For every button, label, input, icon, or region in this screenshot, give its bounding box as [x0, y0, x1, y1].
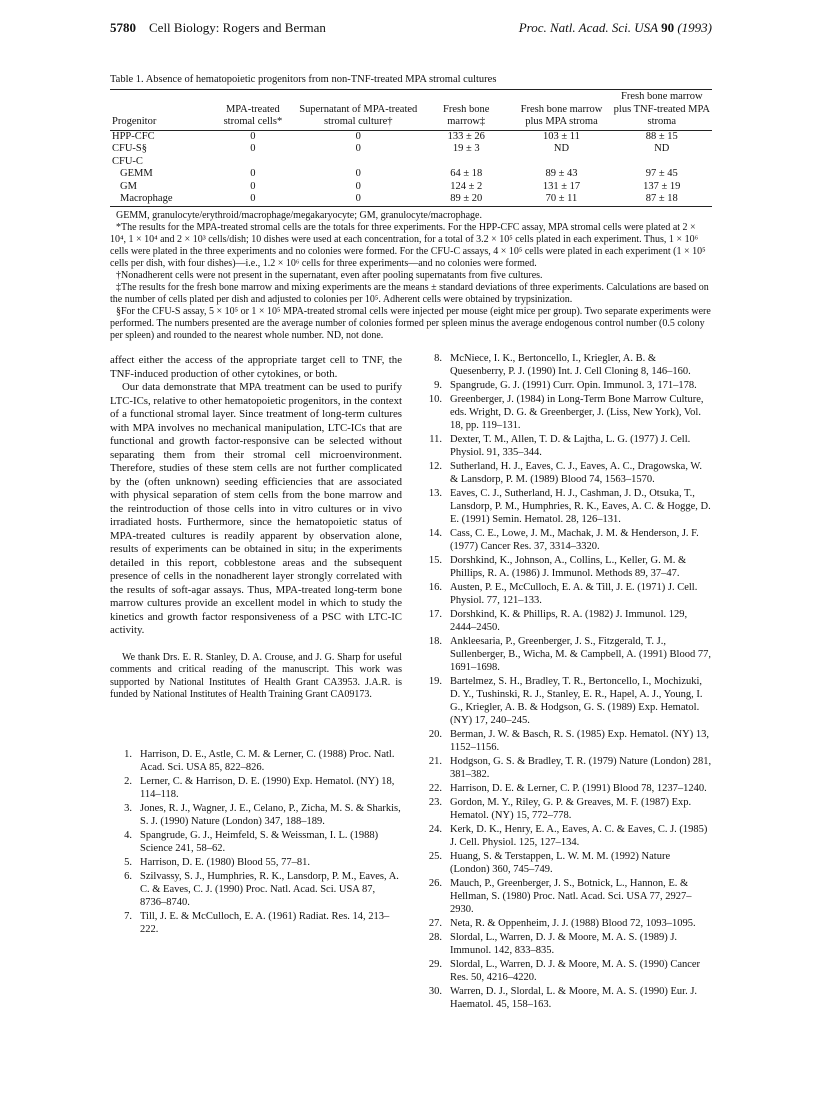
- reference-item: [110, 870, 402, 909]
- table-cell: 87 ± 18: [645, 193, 678, 205]
- table-cell: 64 ± 18: [450, 168, 483, 180]
- table-cell: 89 ± 43: [545, 168, 578, 180]
- table-cell: 97 ± 45: [645, 168, 678, 180]
- reference-item: [110, 829, 402, 855]
- reference-number: 30.: [428, 986, 442, 997]
- table-cell: 88 ± 15: [645, 130, 678, 142]
- reference-item: [420, 958, 712, 984]
- reference-number: 4.: [124, 830, 132, 841]
- table-cell: 137 ± 19: [643, 180, 681, 192]
- reference-item: [420, 352, 712, 378]
- table-cell: 133 ± 26: [447, 130, 485, 142]
- reference-text: Warren, D. J., Slordal, L. & Moore, M. A. S. (1990) Eur. J. Haematol. 45, 158–163.: [450, 986, 698, 1010]
- journal-volume: 90: [661, 20, 675, 35]
- journal-name: Proc. Natl. Acad. Sci. USA: [518, 20, 658, 35]
- column-header: Supernatant of MPA-treated stromal culture†: [299, 103, 418, 128]
- footnote: *The results for the MPA-treated stromal cells are the totals for three experiments. For the HPP-CFC assay, MPA stromal cells were plated at 2 × 10⁴, 1 × 10⁴ and 2 × 10³ cells/dish; 10 dishes were used at each concentration, for a total of 3.2 × 10⁵ cells plated in each experiment. Thus, 1 × 10⁶ cells were plated in the three experiments and no colonies were formed. For the CFU-C assays, 4 × 10⁵ cells were plated in each experiment (1 × 10⁵ cells per dish, with four dishes)—i.e., 1.2 × 10⁶ cells for three experiments—and no colonies were formed.: [110, 221, 706, 269]
- table-row: [110, 143, 712, 156]
- reference-number: 22.: [428, 783, 442, 794]
- reference-text: Jones, R. J., Wagner, J. E., Celano, P., Zicha, M. S. & Sharkis, S. J. (1990) Nature (London) 347, 188–189.: [140, 803, 401, 827]
- references-right: [420, 352, 712, 1012]
- reference-number: 19.: [428, 676, 442, 687]
- table-cell: 0: [355, 168, 361, 180]
- table-cell: 103 ± 11: [543, 130, 580, 142]
- reference-number: 21.: [428, 756, 442, 767]
- table-cell: 0: [355, 193, 361, 205]
- reference-number: 9.: [434, 380, 442, 391]
- reference-text: Till, J. E. & McCulloch, E. A. (1961) Radiat. Res. 14, 213–222.: [140, 911, 390, 935]
- table-row: [110, 156, 712, 169]
- reference-number: 6.: [124, 871, 132, 882]
- column-header: Fresh bone marrow plus TNF-treated MPA stroma: [613, 91, 710, 128]
- reference-item: [420, 796, 712, 822]
- reference-item: [420, 460, 712, 486]
- footnote: §For the CFU-S assay, 5 × 10⁵ or 1 × 10⁵ MPA-treated stromal cells were injected per mouse (eight mice per group). Two separate experiments were performed. The numbers presented are the average number of colonies formed per spleen minus the average endogenous control number (0.5 colony per spleen) and rounded to the nearest whole number. ND, not done.: [110, 305, 711, 341]
- reference-text: Kerk, D. K., Henry, E. A., Eaves, A. C. & Eaves, C. J. (1985) J. Cell. Physiol. 125, 127–134.: [450, 824, 708, 848]
- table-cell: 0: [250, 130, 256, 142]
- reference-text: Harrison, D. E., Astle, C. M. & Lerner, C. (1988) Proc. Natl. Acad. Sci. USA 85, 822–826.: [140, 749, 395, 773]
- reference-text: Huang, S. & Terstappen, L. W. M. M. (1992) Nature (London) 360, 745–749.: [450, 851, 671, 875]
- reference-number: 27.: [428, 918, 442, 929]
- section-title: Cell Biology: Rogers and Berman: [149, 20, 326, 35]
- reference-number: 3.: [124, 803, 132, 814]
- reference-text: Ankleesaria, P., Greenberger, J. S., Fitzgerald, T. J., Sullenberger, B., Wicha, M. & Campbell, A. (1991) Blood 77, 1691–1698.: [450, 636, 711, 673]
- reference-text: Berman, J. W. & Basch, R. S. (1985) Exp. Hematol. (NY) 13, 1152–1156.: [450, 729, 709, 753]
- reference-number: 11.: [429, 434, 442, 445]
- table-cell: 0: [250, 168, 256, 180]
- reference-list: [110, 748, 402, 936]
- reference-number: 2.: [124, 776, 132, 787]
- references-left: [110, 748, 402, 937]
- table-cell: 124 ± 2: [450, 180, 483, 192]
- page-header: [110, 20, 712, 40]
- reference-number: 24.: [428, 824, 442, 835]
- reference-number: 20.: [428, 729, 442, 740]
- reference-text: Mauch, P., Greenberger, J. S., Botnick, L., Hannon, E. & Hellman, S. (1980) Proc. Natl. Acad. Sci. USA 77, 2927–2930.: [450, 878, 692, 915]
- reference-item: [420, 917, 712, 930]
- table-cell: 0: [250, 143, 256, 155]
- table-row: [110, 181, 712, 194]
- reference-item: [420, 985, 712, 1011]
- row-label: GEMM: [120, 168, 153, 180]
- table-cell: 0: [250, 180, 256, 192]
- reference-number: 28.: [428, 932, 442, 943]
- footnote: GEMM, granulocyte/erythroid/macrophage/megakaryocyte; GM, granulocyte/macrophage.: [116, 209, 482, 221]
- table-cell: [511, 156, 611, 169]
- reference-number: 25.: [428, 851, 442, 862]
- table-caption: Table 1. Absence of hematopoietic progenitors from non-TNF-treated MPA stromal cultures: [110, 74, 497, 85]
- reference-item: [420, 728, 712, 754]
- reference-number: 13.: [428, 488, 442, 499]
- table-cell: 131 ± 17: [542, 180, 581, 192]
- reference-item: [420, 581, 712, 607]
- reference-text: Szilvassy, S. J., Humphries, R. K., Lansdorp, P. M., Eaves, A. C. & Eaves, C. J. (1990) Proc. Natl. Acad. Sci. USA 87, 8736–8740.: [140, 871, 399, 908]
- page-number: 5780: [110, 20, 136, 35]
- reference-number: 26.: [428, 878, 442, 889]
- reference-item: [110, 910, 402, 936]
- header-left: [110, 20, 326, 36]
- reference-item: [420, 554, 712, 580]
- row-label: CFU-S§: [112, 143, 148, 155]
- reference-number: 1.: [124, 749, 132, 760]
- reference-text: Neta, R. & Oppenheim, J. J. (1988) Blood 72, 1093–1095.: [450, 918, 696, 929]
- reference-number: 14.: [428, 528, 442, 539]
- table-footnotes: [110, 210, 712, 342]
- reference-text: Hodgson, G. S. & Bradley, T. R. (1979) Nature (London) 281, 381–382.: [450, 756, 712, 780]
- row-label: GM: [120, 180, 137, 192]
- reference-item: [420, 823, 712, 849]
- column-header: Progenitor: [112, 116, 157, 128]
- table-cell: [210, 156, 295, 169]
- reference-item: [420, 393, 712, 432]
- reference-item: [420, 379, 712, 392]
- reference-item: [110, 856, 402, 869]
- reference-text: Harrison, D. E. & Lerner, C. P. (1991) Blood 78, 1237–1240.: [450, 783, 707, 794]
- reference-text: Gordon, M. Y., Riley, G. P. & Greaves, M. F. (1987) Exp. Hematol. (NY) 15, 772–778.: [450, 797, 692, 821]
- row-label: HPP-CFC: [112, 130, 155, 142]
- column-header: MPA-treated stromal cells*: [223, 103, 283, 128]
- progenitor-table: [110, 89, 712, 207]
- left-column: [110, 354, 402, 702]
- reference-text: Austen, P. E., McCulloch, E. A. & Till, J. E. (1971) J. Cell. Physiol. 77, 121–133.: [450, 582, 698, 606]
- reference-text: Eaves, C. J., Sutherland, H. J., Cashman, J. D., Otsuka, T., Lansdorp, P. M., Humphries, R. K., Eaves, A. C. & Hogge, D. E. (1991) Semin. Hematol. 28, 126–131.: [450, 488, 711, 525]
- table-row: [110, 168, 712, 181]
- reference-number: 18.: [428, 636, 442, 647]
- body-paragraph: affect either the access of the appropriate target cell to TNF, the TNF-induced production of other cytokines, or both.: [110, 354, 402, 380]
- reference-item: [110, 775, 402, 801]
- table-cell: 0: [355, 180, 361, 192]
- header-right: [519, 20, 712, 36]
- table-header-row: [110, 90, 712, 131]
- reference-number: 12.: [428, 461, 442, 472]
- reference-item: [420, 782, 712, 795]
- table-body: [110, 130, 712, 206]
- column-header: Fresh bone marrow plus MPA stroma: [520, 103, 603, 128]
- reference-number: 7.: [124, 911, 132, 922]
- row-label: Macrophage: [120, 193, 173, 205]
- reference-text: McNiece, I. K., Bertoncello, I., Kriegler, A. B. & Quesenberry, P. J. (1990) Int. J. Cell Cloning 8, 146–160.: [450, 353, 691, 377]
- body-paragraph: Our data demonstrate that MPA treatment can be used to purify LTC-ICs, relative to other hematopoietic progenitors, in the context of a functional stromal layer. Since treatment of long-term cultures with MPA involves no mechanical manipulation, LTC-ICs that are functional and growth factor-responsive can be selected without separating them from their stromal cell microenvironment. Therefore, studies of these stem cells are not further complicated by the (often unknown) seeding efficiencies that are associated with physical separation of stem cells from the bone marrow and the reintroduction of those cells into in vitro cultures or in vivo irradiated hosts. Furthermore, since the hematopoietic status of MPA-treated cultures is readily apparent by observation alone, results of experiments can be obtained in situ; in the experiments detailed in this report, cobblestone areas and the subsequent presence of cells in the nonadherent layer strongly correlated with the results of soft-agar assays. Thus, MPA-treated long-term bone marrow cultures provide an excellent model in which to study the kinetics and growth factor responsiveness of a PSC with LTC-IC activity.: [110, 381, 402, 636]
- footnote: ‡The results for the fresh bone marrow and mixing experiments are the means ± standard deviations of three experiments. Calculations are based on the number of cells plated per dish and adjusted to colonies per 10⁵. Adherent cells were obtained by trypsinization.: [110, 281, 709, 305]
- table-cell: 0: [250, 193, 256, 205]
- table-cell: ND: [654, 143, 670, 155]
- reference-text: Bartelmez, S. H., Bradley, T. R., Bertoncello, I., Mochizuki, D. Y., Tushinski, R. J., Stanley, E. R., Hapel, A. J., Young, I. G., Kriegler, A. B. & Hodgson, G. S. (1989) Exp. Hematol. (NY) 17, 240–245.: [450, 676, 703, 726]
- reference-item: [420, 635, 712, 674]
- reference-number: 10.: [428, 394, 442, 405]
- reference-number: 17.: [428, 609, 442, 620]
- reference-number: 8.: [434, 353, 442, 364]
- table-cell: 70 ± 11: [545, 193, 578, 205]
- table-cell: 89 ± 20: [450, 193, 483, 205]
- reference-item: [420, 877, 712, 916]
- reference-item: [110, 748, 402, 774]
- table-cell: 19 ± 3: [452, 143, 480, 155]
- reference-list: [420, 352, 712, 1011]
- reference-item: [420, 931, 712, 957]
- table-cell: [612, 156, 712, 169]
- reference-item: [110, 802, 402, 828]
- reference-number: 15.: [428, 555, 442, 566]
- reference-number: 23.: [428, 797, 442, 808]
- reference-text: Dorshkind, K., Johnson, A., Collins, L., Keller, G. M. & Phillips, R. A. (1986) J. Immunol. Methods 89, 37–47.: [450, 555, 687, 579]
- reference-item: [420, 850, 712, 876]
- table-1: [110, 74, 712, 342]
- reference-number: 16.: [428, 582, 442, 593]
- reference-text: Dorshkind, K. & Phillips, R. A. (1982) J. Immunol. 129, 2444–2450.: [450, 609, 688, 633]
- reference-item: [420, 433, 712, 459]
- reference-item: [420, 527, 712, 553]
- reference-text: Slordal, L., Warren, D. J. & Moore, M. A. S. (1990) Cancer Res. 50, 4216–4220.: [450, 959, 701, 983]
- table-cell: [421, 156, 511, 169]
- reference-text: Greenberger, J. (1984) in Long-Term Bone Marrow Culture, eds. Wright, D. G. & Greenberger, J. (Liss, New York), Vol. 18, pp. 119–131.: [450, 394, 704, 431]
- row-label: CFU-C: [112, 155, 143, 167]
- reference-item: [420, 608, 712, 634]
- reference-text: Harrison, D. E. (1980) Blood 55, 77–81.: [140, 857, 311, 868]
- reference-text: Spangrude, G. J. (1991) Curr. Opin. Immunol. 3, 171–178.: [450, 380, 697, 391]
- reference-text: Spangrude, G. J., Heimfeld, S. & Weissman, I. L. (1988) Science 241, 58–62.: [140, 830, 379, 854]
- table-row: [110, 130, 712, 143]
- footnote: †Nonadherent cells were not present in the supernatant, even after pooling supernatants from five cultures.: [116, 269, 543, 281]
- reference-text: Cass, C. E., Lowe, J. M., Machak, J. M. & Henderson, J. F. (1977) Cancer Res. 37, 3314–3320.: [450, 528, 699, 552]
- reference-item: [420, 675, 712, 727]
- journal-year: (1993): [677, 20, 712, 35]
- table-cell: ND: [553, 143, 570, 155]
- acknowledgments: We thank Drs. E. R. Stanley, D. A. Crouse, and J. G. Sharp for useful comments and critical reading of the manuscript. This work was supported by National Institutes of Health Grant CA3953. J.A.R. is funded by National Institutes of Health Training Grant CA09173.: [110, 651, 402, 700]
- reference-number: 29.: [428, 959, 442, 970]
- table-row: [110, 193, 712, 206]
- table-cell: 0: [355, 143, 361, 155]
- reference-number: 5.: [124, 857, 132, 868]
- reference-text: Slordal, L., Warren, D. J. & Moore, M. A. S. (1989) J. Immunol. 142, 833–835.: [450, 932, 678, 956]
- table-cell: 0: [355, 130, 361, 142]
- reference-text: Lerner, C. & Harrison, D. E. (1990) Exp. Hematol. (NY) 18, 114–118.: [140, 776, 395, 800]
- reference-item: [420, 487, 712, 526]
- table-cell: [295, 156, 421, 169]
- reference-text: Sutherland, H. J., Eaves, C. J., Eaves, A. C., Dragowska, W. & Lansdorp, P. M. (1989) Blood 74, 1563–1570.: [450, 461, 702, 485]
- column-header: Fresh bone marrow‡: [443, 103, 490, 128]
- reference-text: Dexter, T. M., Allen, T. D. & Lajtha, L. G. (1977) J. Cell. Physiol. 91, 335–344.: [450, 434, 691, 458]
- reference-item: [420, 755, 712, 781]
